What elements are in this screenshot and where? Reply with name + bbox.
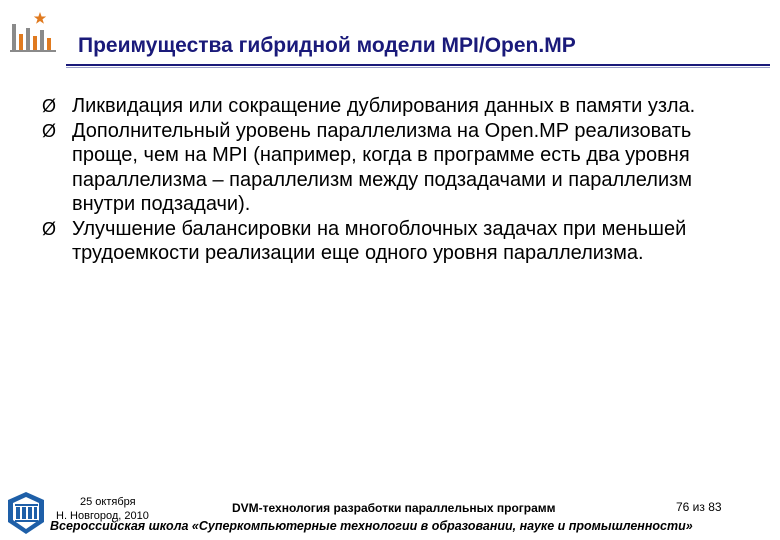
slide-title: Преимущества гибридной модели MPI/Open.MP: [78, 34, 576, 57]
footer-school-name: Всероссийская школа «Суперкомпьютерные технологии в образовании, науке и промышленности»: [50, 519, 693, 533]
footer-course-title: DVM-технология разработки параллельных программ: [232, 501, 556, 515]
title-divider-shadow: [66, 67, 770, 68]
bullet-text: Улучшение балансировки на многоблочных задачах при меньшей трудоемкости реализации еще одного уровня параллелизма.: [72, 217, 687, 264]
arrow-bullet-icon: Ø: [42, 218, 57, 239]
bullet-text: Дополнительный уровень параллелизма на Open.MP реализовать проще, чем на MPI (например, когда в программе есть два уровня параллелизма – параллелизм между подзадачами и параллелизм внутри подзадачи).: [72, 119, 693, 215]
bullet-list: [42, 94, 742, 266]
footer-city: Н. Новгород, 2010: [56, 510, 149, 522]
bullet-item: [42, 119, 742, 217]
footer-date: 25 октября: [80, 496, 136, 508]
bullet-item: [42, 217, 742, 266]
footer-page-number: 76 из 83: [676, 500, 722, 514]
bullet-item: [42, 94, 742, 119]
unn-university-logo-icon: [4, 490, 48, 536]
arrow-bullet-icon: Ø: [42, 96, 57, 116]
title-divider: [66, 64, 770, 66]
bar-chart-star-logo-icon: [10, 10, 56, 52]
bullet-text: Ликвидация или сокращение дублирования данных в памяти узла.: [72, 95, 696, 117]
arrow-bullet-icon: Ø: [42, 120, 57, 141]
